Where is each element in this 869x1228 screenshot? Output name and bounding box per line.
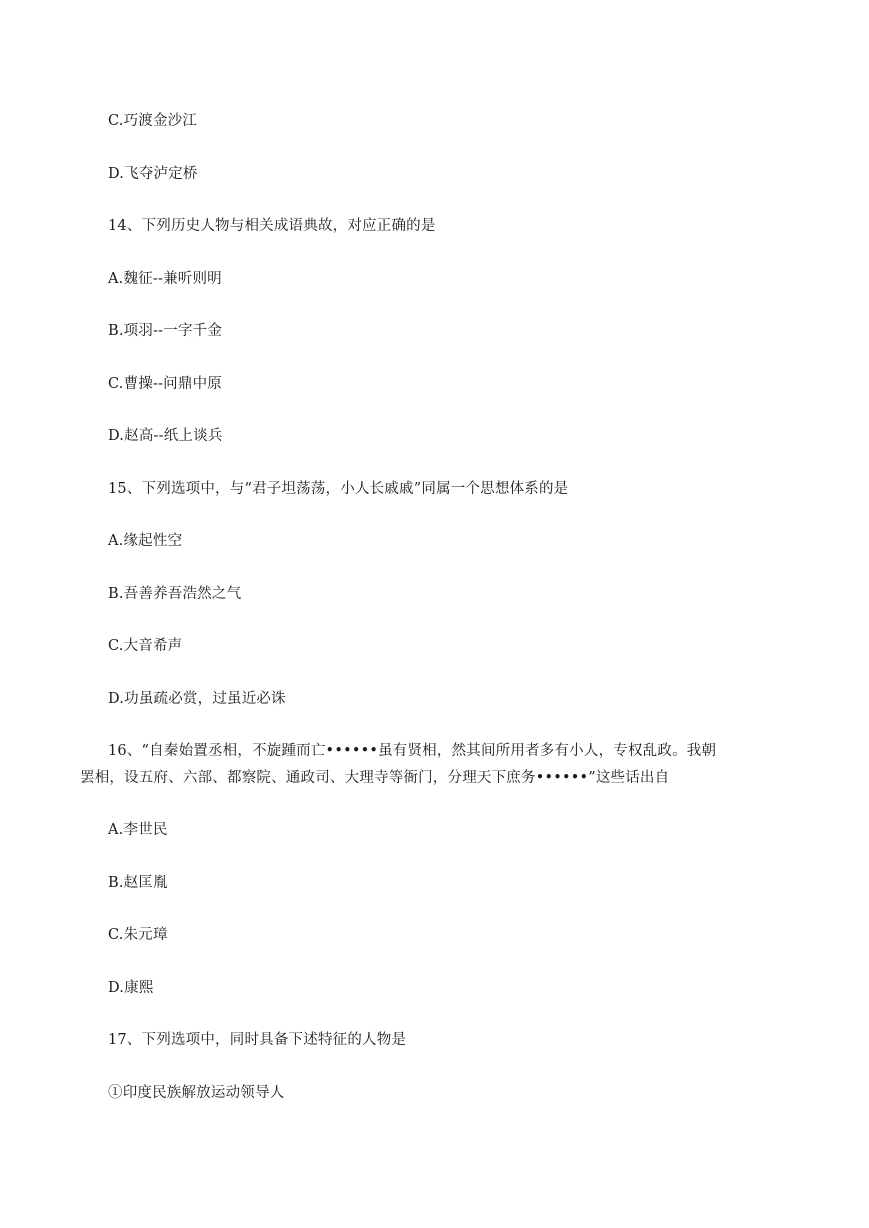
option-15a: A.缘起性空 [108,533,183,549]
option-16c: C.朱元璋 [108,927,168,943]
option-14b: B.项羽--一字千金 [108,323,223,339]
option-16b: B.赵匡胤 [108,875,168,891]
option-13d: D.飞夺泸定桥 [108,166,198,182]
option-16d: D.康熙 [108,980,154,996]
question-14: 14、下列历史人物与相关成语典故，对应正确的是 [108,218,436,234]
option-15b: B.吾善养吾浩然之气 [108,586,242,602]
option-14d: D.赵高--纸上谈兵 [108,428,223,444]
question-15: 15、下列选项中，与“君子坦荡荡，小人长戚戚”同属一个思想体系的是 [108,481,569,497]
option-15d: D.功虽疏必赏，过虽近必诛 [108,691,286,707]
question-16-line-1: 16、“自秦始置丞相，不旋踵而亡••••••虽有贤相，然其间所用者多有小人，专权乱政。我朝 [108,743,717,759]
option-13c: C.巧渡金沙江 [108,113,198,129]
option-14c: C.曹操--问鼎中原 [108,376,222,392]
question-17-feature-1: ①印度民族解放运动领导人 [108,1085,285,1101]
option-14a: A.魏征--兼听则明 [108,271,222,287]
option-15c: C.大音希声 [108,638,183,654]
option-16a: A.李世民 [108,822,168,838]
question-16-line-2: 罢相，设五府、六部、都察院、通政司、大理寺等衙门，分理天下庶务••••••”这些话出自 [80,770,670,786]
question-17: 17、下列选项中，同时具备下述特征的人物是 [108,1032,407,1048]
